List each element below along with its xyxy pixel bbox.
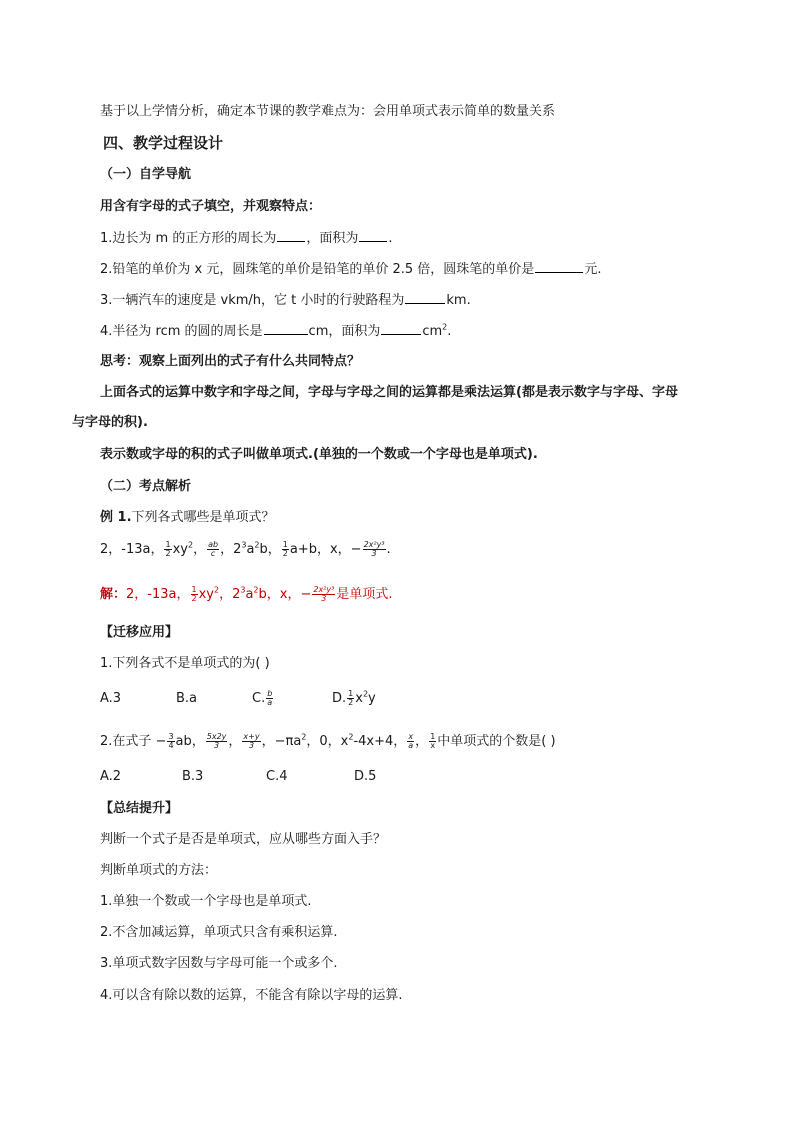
q4-text-2: cm，面积为 [308, 324, 381, 339]
option-d [332, 690, 376, 708]
answer-blank [381, 322, 421, 335]
fraction [312, 586, 335, 603]
fraction-numerator: 1 [282, 540, 288, 549]
fraction-denominator: 3 [371, 549, 377, 558]
fraction-numerator: 2x²y³ [313, 585, 335, 594]
expr-text: x [355, 691, 363, 706]
fraction [206, 733, 228, 750]
transfer-heading: 【迁移应用】 [100, 625, 179, 640]
example-expression [100, 541, 391, 559]
option-c-label: C. [252, 691, 266, 706]
fraction [167, 733, 174, 750]
exponent: 3 [241, 540, 247, 550]
question-4 [100, 322, 451, 341]
q4-end: . [447, 324, 452, 339]
solution-label: 解： [100, 587, 127, 602]
fraction-numerator: 1 [430, 732, 436, 741]
fraction-numerator: 1 [191, 585, 197, 594]
transfer-question-2-options [100, 768, 376, 786]
exponent: 2 [348, 732, 354, 742]
exponent: 2 [254, 540, 260, 550]
expr-text: 2.在式子 − [100, 734, 167, 749]
summary-heading: 【总结提升】 [100, 801, 179, 816]
part-heading-self-study: （一）自学导航 [100, 167, 192, 182]
expr-text: xy [172, 542, 188, 557]
fraction [429, 733, 436, 750]
exponent: 3 [240, 585, 246, 595]
fraction-denominator: 2 [165, 549, 171, 558]
exponent: 2 [362, 689, 369, 699]
fraction [266, 690, 273, 707]
expr-text: 2，-13a， [100, 542, 164, 557]
fraction-numerator: x [408, 732, 414, 741]
answer-blank [264, 322, 308, 335]
q3-text-2: km. [446, 293, 471, 308]
expr-text: 是单项式. [336, 587, 393, 602]
expr-text: a+b，x，− [289, 542, 362, 557]
expr-text: ， [228, 734, 242, 749]
fraction [363, 541, 386, 558]
conclusion-line-1: 上面各式的运算中数字和字母之间，字母与字母之间的运算都是乘法运算(都是表示数字与字母、字母 [100, 385, 678, 400]
conclusion-line-2: 与字母的积). [72, 415, 148, 430]
fraction-numerator: 1 [165, 540, 171, 549]
expr-text: . [386, 542, 391, 557]
option-a: A.2 [100, 769, 122, 784]
task-instruction: 用含有字母的式子填空，并观察特点： [100, 199, 322, 214]
exponent: 2 [213, 585, 220, 595]
q2-text: 2.铅笔的单价为 x 元，圆珠笔的单价是铅笔的单价 2.5 倍，圆珠笔的单价是 [100, 262, 535, 277]
transfer-question-1-options [100, 690, 376, 708]
fraction-denominator: a [267, 698, 273, 707]
q4-text: 4.半径为 rcm 的圆的周长是 [100, 324, 263, 339]
expr-text: ，−πa [261, 734, 302, 749]
q1-text-2: ，面积为 [306, 231, 359, 246]
fraction-denominator: 2 [191, 594, 197, 603]
expr-text: ， [415, 734, 429, 749]
summary-question: 判断一个式子是否是单项式，应从哪些方面入手？ [100, 832, 387, 847]
option-b: B.a [176, 691, 198, 706]
fraction-denominator: 3 [321, 594, 327, 603]
answer-blank [359, 229, 387, 242]
definition: 表示数或字母的积的式子叫做单项式.(单独的一个数或一个字母也是单项式). [100, 447, 538, 462]
expr-text: 中单项式的个数是( ) [437, 734, 556, 749]
fraction-denominator: 2 [348, 698, 354, 707]
example-1 [100, 509, 275, 527]
expr-text: ， [193, 542, 207, 557]
expr-text: xy [198, 587, 214, 602]
q2-text-2: 元. [584, 262, 602, 277]
fraction-numerator: x+y [243, 732, 260, 741]
think-prompt: 思考：观察上面列出的式子有什么共同特点？ [100, 354, 361, 369]
fraction-denominator: 2 [282, 549, 288, 558]
example-label: 例 1. [100, 510, 132, 525]
expr-text: -4x+4， [353, 734, 407, 749]
option-d: D.5 [354, 769, 377, 784]
fraction-numerator: 5x2y [206, 732, 227, 741]
answer-blank [535, 260, 583, 273]
example-text: 下列各式哪些是单项式？ [131, 510, 275, 525]
q1-text: 1.边长为 m 的正方形的周长为 [100, 231, 277, 246]
method-item-4: 4.可以含有除以数的运算，不能含有除以字母的运算. [100, 988, 403, 1003]
exponent: 2 [187, 540, 194, 550]
fraction-numerator: 1 [348, 689, 354, 698]
question-3 [100, 291, 471, 310]
part-heading-analysis: （二）考点解析 [100, 479, 192, 494]
fraction [242, 733, 260, 750]
answer-blank [405, 291, 445, 304]
fraction-numerator: 2x²y³ [363, 540, 385, 549]
fraction-denominator: a [408, 741, 414, 750]
section-heading: 四、教学过程设计 [103, 134, 224, 152]
q3-text: 3.一辆汽车的速度是 vkm/h，它 t 小时的行驶路程为 [100, 293, 405, 308]
solution [100, 586, 392, 604]
fraction-denominator: 4 [168, 741, 174, 750]
expr-text: ，2 [220, 542, 242, 557]
fraction-numerator: b [267, 689, 273, 698]
q1-text-3: . [388, 231, 393, 246]
expr-text: a [245, 587, 254, 602]
transfer-question-2 [100, 733, 556, 751]
method-item-1: 1.单独一个数或一个字母也是单项式. [100, 894, 312, 909]
question-1 [100, 229, 393, 248]
fraction [191, 586, 198, 603]
question-2 [100, 260, 601, 279]
method-heading: 判断单项式的方法： [100, 863, 218, 878]
expr-text: ，0，x [306, 734, 349, 749]
fraction [207, 541, 219, 558]
exponent: 2 [253, 585, 259, 595]
option-a: A.3 [100, 691, 122, 706]
option-d-label: D. [332, 691, 347, 706]
fraction [347, 690, 354, 707]
expr-text: 2，-13a， [126, 587, 190, 602]
fraction [407, 733, 414, 750]
fraction-denominator: 3 [248, 741, 255, 750]
q4-unit-exponent: 2 [442, 322, 448, 332]
expr-text: b， [259, 542, 281, 557]
exponent: 2 [301, 732, 307, 742]
option-c: C.4 [266, 769, 288, 784]
fraction-denominator: 3 [214, 741, 220, 750]
fraction-numerator: 3 [168, 732, 174, 741]
method-item-2: 2.不含加减运算，单项式只含有乘积运算. [100, 925, 338, 940]
fraction-numerator: ab [208, 540, 219, 549]
option-c [252, 690, 332, 708]
q4-unit: cm [422, 324, 443, 339]
fraction-denominator: c [210, 549, 216, 558]
fraction [282, 541, 289, 558]
fraction [164, 541, 171, 558]
expr-text: y [368, 691, 376, 706]
expr-text: ab， [175, 734, 205, 749]
option-b: B.3 [182, 769, 204, 784]
fraction-denominator: x [430, 741, 436, 750]
answer-blank [277, 229, 305, 242]
intro-paragraph: 基于以上学情分析，确定本节课的教学难点为：会用单项式表示简单的数量关系 [100, 104, 556, 119]
transfer-question-1: 1.下列各式不是单项式的为( ) [100, 656, 270, 671]
expr-text: ，2 [219, 587, 241, 602]
expr-text: a [246, 542, 255, 557]
expr-text: b，x，− [258, 587, 312, 602]
method-item-3: 3.单项式数字因数与字母可能一个或多个. [100, 956, 338, 971]
